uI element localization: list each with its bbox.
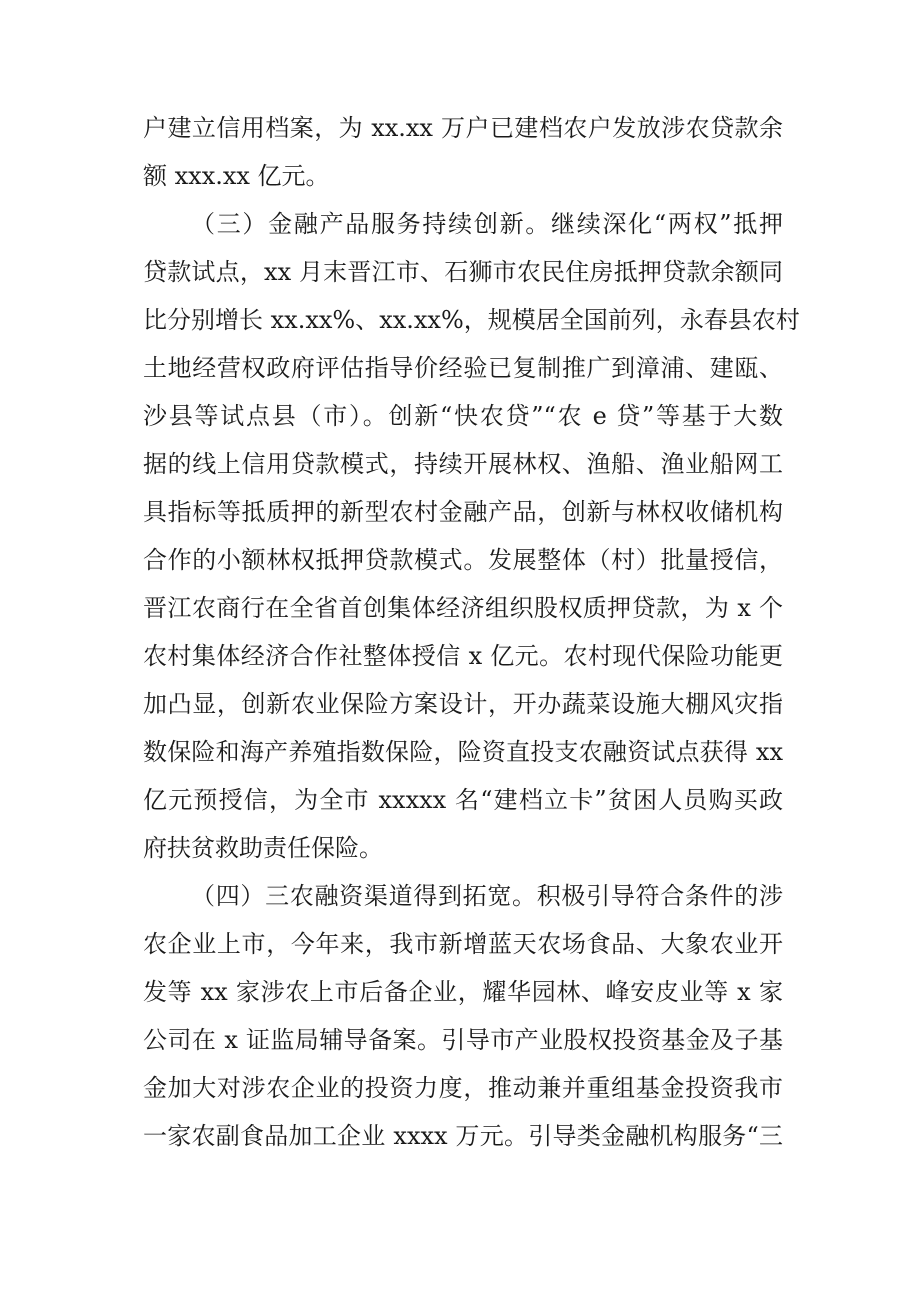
- text-line: 晋江农商行在全省首创集体经济组织股权质押贷款，为 x 个: [143, 594, 783, 622]
- text-line: 户建立信用档案，为 xx.xx 万户已建档农户发放涉农贷款余: [143, 114, 783, 142]
- text-line: 沙县等试点县（市）。创新“快农贷”“农 e 贷”等基于大数: [143, 402, 783, 430]
- text-line: 合作的小额林权抵押贷款模式。发展整体（村）批量授信，: [143, 546, 783, 574]
- text-line: 金加大对涉农企业的投资力度，推动兼并重组基金投资我市: [143, 1074, 783, 1102]
- text-line: 农村集体经济合作社整体授信 x 亿元。农村现代保险功能更: [143, 642, 783, 670]
- text-line: 公司在 x 证监局辅导备案。引导市产业股权投资基金及子基: [143, 1026, 783, 1054]
- text-line: 土地经营权政府评估指导价经验已复制推广到漳浦、建瓯、: [143, 354, 783, 382]
- section-heading-line: （四）三农融资渠道得到拓宽。积极引导符合条件的涉: [191, 882, 783, 910]
- text-line: 一家农副食品加工企业 xxxx 万元。引导类金融机构服务“三: [143, 1122, 783, 1150]
- text-line: 亿元预授信，为全市 xxxxx 名“建档立卡”贫困人员购买政: [143, 786, 783, 814]
- text-line: 比分别增长 xx.xx%、xx.xx%，规模居全国前列，永春县农村: [143, 306, 800, 334]
- text-line: 据的线上信用贷款模式，持续开展林权、渔船、渔业船网工: [143, 450, 783, 478]
- text-line: 发等 xx 家涉农上市后备企业，耀华园林、峰安皮业等 x 家: [143, 978, 783, 1006]
- text-line: 加凸显，创新农业保险方案设计，开办蔬菜设施大棚风灾指: [143, 690, 783, 718]
- text-line: 农企业上市，今年来，我市新增蓝天农场食品、大象农业开: [143, 930, 783, 958]
- text-line: 贷款试点，xx 月末晋江市、石狮市农民住房抵押贷款余额同: [143, 258, 783, 286]
- text-line: 府扶贫救助责任保险。: [143, 834, 383, 862]
- text-line: 数保险和海产养殖指数保险，险资直投支农融资试点获得 xx: [143, 738, 783, 766]
- text-line: 额 xxx.xx 亿元。: [143, 162, 330, 190]
- text-line: 具指标等抵质押的新型农村金融产品，创新与林权收储机构: [143, 498, 783, 526]
- section-heading-line: （三）金融产品服务持续创新。继续深化“两权”抵押: [191, 210, 783, 238]
